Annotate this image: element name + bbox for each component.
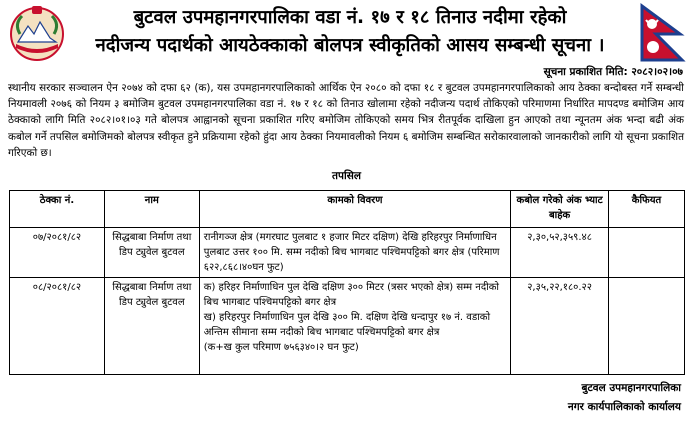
description-part-a: क) हरिहर निर्माणाधिन पुल देखि दक्षिण ३०० मिटर (त्रसर भएको क्षेत्र) सम्म नदीको बिच भागबाट पश्चिमपट्टिको बगर क्षेत्र <box>203 282 499 308</box>
table-caption: तपसिल <box>332 170 361 182</box>
government-emblem-icon <box>6 4 68 62</box>
office-name: बुटवल उपमहानगरपालिका <box>581 382 681 394</box>
remarks-cell <box>609 228 685 278</box>
contract-no-cell: ०८/२०८१/८२ <box>10 278 105 375</box>
description-part-b: ख) हरिहरपुर निर्माणाधिन पुल देखि ३०० मि. दक्षिण देखि धन्दापुर १७ नं. वडाको अन्तिम सीमाना सम्म नदीको बिच भागबाट पश्चिमपट्टिको बगर क्षेत्र <box>203 312 491 338</box>
table-header-row <box>10 191 685 228</box>
amount-cell: २,३०,५२,३५९.४८ <box>511 228 609 278</box>
notice-title-line1: बुटवल उपमहानगरपालिका वडा नं. १७ र १८ तिनाउ नदीमा रहेको <box>133 7 567 28</box>
description-cell <box>199 278 510 375</box>
description-total: (क+ख कुल परिमाण ७५६३४०।२ घन फुट) <box>203 342 359 353</box>
header-contract-no: ठेक्का नं. <box>10 191 105 228</box>
contract-no-cell: ०७/२०८१/८२ <box>10 228 105 278</box>
table-row <box>10 228 685 278</box>
header-description: कामको विवरण <box>199 191 510 228</box>
header-amount: कबोल गरेको अंक भ्याट बाहेक <box>511 191 609 228</box>
header-name: नाम <box>104 191 199 228</box>
amount-cell: २,३५,२२,१८०.२२ <box>511 278 609 375</box>
remarks-cell <box>609 278 685 375</box>
nepal-flag-icon <box>632 2 690 62</box>
office-department: नगर कार्यपालिकाको कार्यालय <box>567 401 681 413</box>
notice-body-paragraph: स्थानीय सरकार सञ्चालन ऐन २०७४ को दफा ६२ (क), यस उपमहानगरपालिकाको आर्थिक ऐन २०८० को दफा १८ र बुटवल उपमहानगरपालिकाको आय ठेक्का बन्दोबस्त गर्ने सम्बन्धी नियमावली २०७६ को नियम ३ बमोजिम बुटवल उपमहानगरपालिका वडा नं. १७ र १८ को तिनाउ खोलामा रहेको नदीजन्य पदार्थ तोकिएको परिमाणमा निर्धारित मापदण्ड बमोजिम आय ठेक्काको लागि मिति २०८२।०१।०३ गते बोलपत्र आह्वानको सूचना प्रकाशित गरिए बमोजिम तोकिएको समय भित्र रीतपूर्वक दाखिला हुन आएको तथा न्यूनतम अंक भन्दा बढी अंक कबोल गर्ने तपसिल बमोजिमको बोलपत्र स्वीकृत हुने प्रक्रियामा रहेको हुंदा आय ठेक्का नियमावलीको नियम ६ बमोजिम सम्बन्धित सरोकारवालाको जानकारीको लागि यो सूचना प्रकाशित गरिएको छ। <box>8 82 684 159</box>
contract-table <box>9 190 685 375</box>
header-remarks: कैफियत <box>609 191 685 228</box>
table-row <box>10 278 685 375</box>
description-cell: रानीगञ्ज क्षेत्र (मगरघाट पुलबाट १ हजार मिटर दक्षिण) देखि हरिहरपुर निर्माणाधिन पुलबाट उत्तर १०० मि. सम्म नदीको बिच भागबाट पश्चिमपट्टिको बगर क्षेत्र (परिमाण ६२२,८६८।४०घन फुट) <box>199 228 510 278</box>
contractor-name-cell: सिद्धबाबा निर्माण तथा डिप ट्युवेल बुटवल <box>104 228 199 278</box>
notice-title-line2: नदीजन्य पदार्थको आयठेक्काको बोलपत्र स्वीकृतिको आसय सम्बन्धी सूचना । <box>95 35 605 56</box>
contractor-name-cell: सिद्धबाबा निर्माण तथा डिप ट्युवेल बुटवल <box>104 278 199 375</box>
publish-date: सूचना प्रकाशित मिति: २०८२।०२।०७ <box>543 66 683 78</box>
